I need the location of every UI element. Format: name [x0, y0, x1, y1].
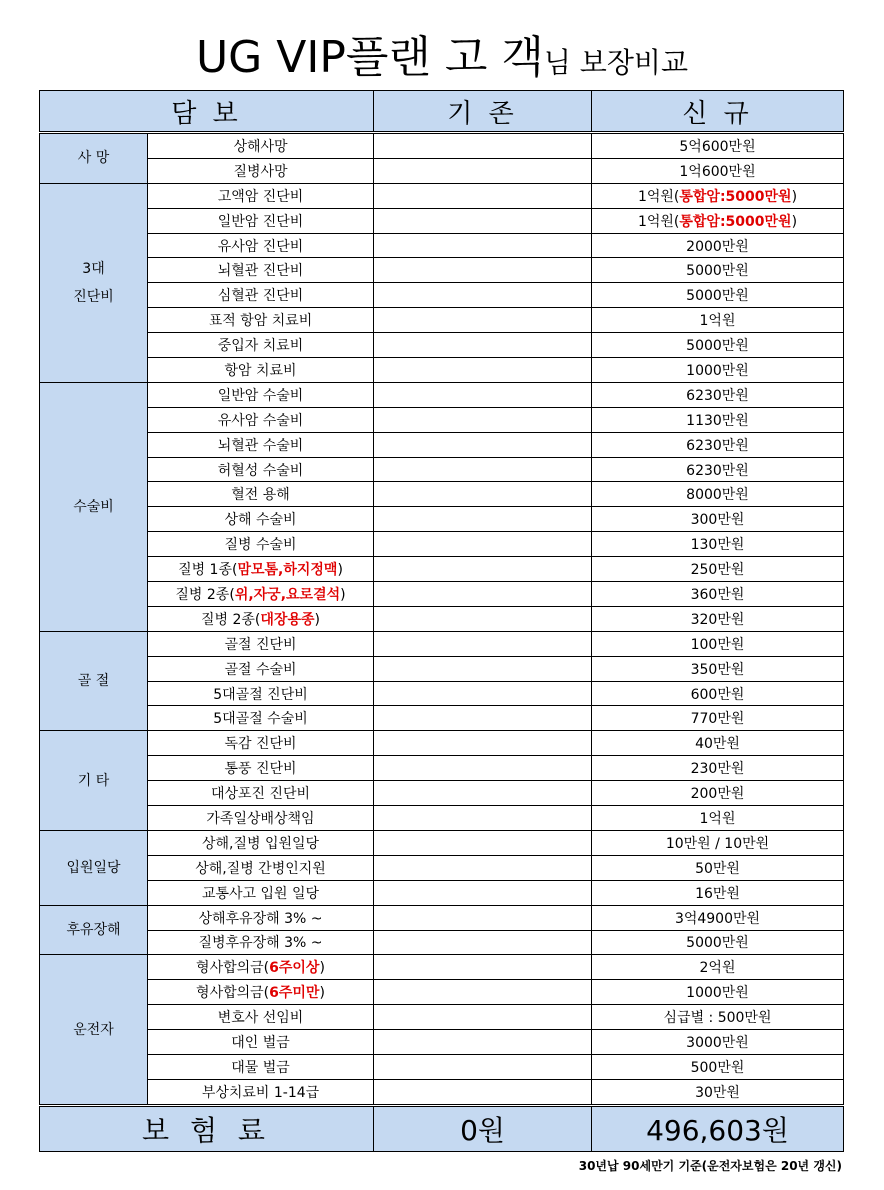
coverage-item-text: 교통사고 입원 일당	[201, 885, 320, 902]
total-existing: 0원	[374, 1105, 592, 1151]
coverage-item-text: 독감 진단비	[224, 736, 297, 753]
existing-value	[374, 333, 592, 358]
coverage-item	[148, 358, 374, 383]
coverage-item	[148, 432, 374, 457]
category-label: 3대	[82, 260, 105, 277]
existing-value	[374, 233, 592, 258]
existing-value	[374, 631, 592, 656]
coverage-item	[148, 133, 374, 159]
table-row	[40, 781, 844, 806]
existing-value	[374, 382, 592, 407]
table-row	[40, 532, 844, 557]
existing-value	[374, 507, 592, 532]
coverage-item-text: 일반암 진단비	[217, 213, 304, 230]
new-value-text: 130만원	[690, 537, 745, 554]
table-row	[40, 1079, 844, 1105]
existing-value	[374, 258, 592, 283]
table-row	[40, 133, 844, 159]
new-value	[592, 258, 844, 283]
table-row	[40, 382, 844, 407]
new-value-text: 40만원	[695, 736, 740, 753]
existing-value	[374, 183, 592, 208]
coverage-item	[148, 1005, 374, 1030]
coverage-item-text: 뇌혈관 진단비	[217, 263, 304, 280]
table-row	[40, 606, 844, 631]
coverage-item-text-end: )	[337, 562, 343, 579]
existing-value	[374, 457, 592, 482]
table-row	[40, 1005, 844, 1030]
coverage-item-text: 상해후유장해 3% ~	[198, 910, 323, 927]
new-value-text: 8000만원	[686, 487, 749, 504]
table-row	[40, 233, 844, 258]
new-value-text: 심급별 : 500만원	[663, 1010, 772, 1027]
coverage-item-text: 상해,질병 입원일당	[201, 835, 320, 852]
coverage-comparison-table	[39, 90, 844, 1152]
new-value-text: 2억원	[699, 960, 736, 977]
new-value-text: 2000만원	[686, 238, 749, 255]
existing-value	[374, 308, 592, 333]
coverage-item	[148, 955, 374, 980]
category-cell	[40, 183, 148, 382]
table-row	[40, 681, 844, 706]
coverage-item	[148, 830, 374, 855]
category-label: 골 절	[77, 673, 110, 690]
new-value	[592, 283, 844, 308]
coverage-item-text: 표적 항암 치료비	[208, 313, 313, 330]
category-label: 수술비	[73, 498, 114, 515]
new-value-text: 5000만원	[686, 288, 749, 305]
existing-value	[374, 407, 592, 432]
existing-value	[374, 1054, 592, 1079]
table-row	[40, 457, 844, 482]
existing-value	[374, 880, 592, 905]
new-value	[592, 806, 844, 831]
new-value-text: 5000만원	[686, 263, 749, 280]
category-cell	[40, 631, 148, 731]
coverage-item	[148, 905, 374, 930]
coverage-item	[148, 880, 374, 905]
new-value	[592, 582, 844, 607]
new-value	[592, 880, 844, 905]
new-value-text: 350만원	[690, 661, 745, 678]
coverage-item	[148, 606, 374, 631]
existing-value	[374, 432, 592, 457]
coverage-item-text: 질병 수술비	[224, 537, 297, 554]
new-value	[592, 656, 844, 681]
category-label: 진단비	[73, 288, 114, 305]
new-value-text: 250만원	[690, 562, 745, 579]
new-value-text: 600만원	[690, 686, 745, 703]
category-label: 사 망	[77, 150, 110, 167]
coverage-item-text: 허혈성 수술비	[217, 462, 304, 479]
existing-value	[374, 482, 592, 507]
coverage-item-text: 부상치료비 1-14급	[201, 1084, 320, 1101]
coverage-item-text: 질병 1종(	[178, 562, 238, 579]
coverage-item-text: 상해사망	[233, 138, 288, 155]
new-value	[592, 133, 844, 159]
coverage-item	[148, 656, 374, 681]
new-value	[592, 1054, 844, 1079]
coverage-item	[148, 855, 374, 880]
new-value-text: 770만원	[690, 711, 745, 728]
table-row	[40, 158, 844, 183]
existing-value	[374, 806, 592, 831]
coverage-item	[148, 980, 374, 1005]
coverage-item	[148, 333, 374, 358]
coverage-item-highlight: 위,자궁,요로결석	[234, 586, 341, 603]
header-category: 담 보	[40, 91, 374, 133]
existing-value	[374, 1030, 592, 1055]
table-row	[40, 308, 844, 333]
new-value	[592, 606, 844, 631]
table-row	[40, 656, 844, 681]
table-row	[40, 482, 844, 507]
table-row	[40, 557, 844, 582]
new-value-text: 30만원	[695, 1084, 740, 1101]
existing-value	[374, 557, 592, 582]
new-value-text: 1000만원	[686, 985, 749, 1002]
coverage-item-text: 5대골절 수술비	[213, 711, 308, 728]
header-existing: 기 존	[374, 91, 592, 133]
new-value	[592, 631, 844, 656]
footnote: 30년납 90세만기 기준(운전자보험은 20년 갱신)	[578, 1159, 842, 1173]
coverage-item-text: 고액암 진단비	[217, 188, 304, 205]
new-value-text: 200만원	[690, 786, 745, 803]
coverage-item	[148, 183, 374, 208]
new-value-text: 1억원(	[637, 188, 680, 205]
coverage-item-highlight: 6주이상	[269, 960, 320, 977]
new-value	[592, 432, 844, 457]
new-value-text: 1억원(	[637, 213, 680, 230]
table-row	[40, 432, 844, 457]
existing-value	[374, 980, 592, 1005]
new-value	[592, 208, 844, 233]
new-value	[592, 855, 844, 880]
new-value	[592, 333, 844, 358]
table-row	[40, 582, 844, 607]
table-row	[40, 980, 844, 1005]
table-row	[40, 731, 844, 756]
coverage-item-text: 대상포진 진단비	[210, 786, 311, 803]
new-value	[592, 905, 844, 930]
new-value	[592, 731, 844, 756]
table-row	[40, 706, 844, 731]
coverage-item-text: 형사합의금(	[196, 960, 270, 977]
coverage-item	[148, 756, 374, 781]
table-row	[40, 258, 844, 283]
coverage-item	[148, 557, 374, 582]
new-value-text: 230만원	[690, 761, 745, 778]
table-row	[40, 358, 844, 383]
table-row	[40, 183, 844, 208]
coverage-item-text-end: )	[319, 960, 325, 977]
coverage-item	[148, 233, 374, 258]
coverage-item	[148, 1079, 374, 1105]
coverage-item	[148, 532, 374, 557]
existing-value	[374, 830, 592, 855]
table-row	[40, 955, 844, 980]
coverage-item	[148, 631, 374, 656]
table-row	[40, 905, 844, 930]
new-value-text: 6230만원	[686, 387, 749, 404]
page-title	[0, 28, 884, 93]
table-row	[40, 1030, 844, 1055]
coverage-item-highlight: 맘모톰,하지정맥	[237, 562, 338, 579]
coverage-item	[148, 308, 374, 333]
new-value	[592, 781, 844, 806]
new-value-text: 5000만원	[686, 338, 749, 355]
new-value	[592, 457, 844, 482]
coverage-item	[148, 482, 374, 507]
new-value	[592, 756, 844, 781]
table-row	[40, 855, 844, 880]
existing-value	[374, 706, 592, 731]
new-value-text: 100만원	[690, 636, 745, 653]
coverage-item	[148, 582, 374, 607]
existing-value	[374, 532, 592, 557]
coverage-item-text: 5대골절 진단비	[213, 686, 308, 703]
new-value-text: 1130만원	[686, 412, 749, 429]
new-value	[592, 382, 844, 407]
existing-value	[374, 283, 592, 308]
existing-value	[374, 756, 592, 781]
coverage-item-text: 질병후유장해 3% ~	[198, 935, 323, 952]
coverage-item-highlight: 6주미만	[269, 985, 320, 1002]
new-value	[592, 980, 844, 1005]
new-value	[592, 955, 844, 980]
new-value-text: 5억600만원	[679, 138, 756, 155]
new-value	[592, 183, 844, 208]
existing-value	[374, 656, 592, 681]
table-row	[40, 507, 844, 532]
new-value	[592, 532, 844, 557]
coverage-item-text: 변호사 선임비	[217, 1010, 304, 1027]
coverage-item-text: 상해,질병 간병인지원	[195, 860, 326, 877]
existing-value	[374, 681, 592, 706]
new-value-text: 50만원	[695, 860, 740, 877]
new-value	[592, 308, 844, 333]
total-label: 보 험 료	[40, 1105, 374, 1151]
coverage-item-text-end: )	[340, 586, 346, 603]
category-label: 운전자	[73, 1021, 114, 1038]
coverage-item	[148, 781, 374, 806]
category-label: 후유장해	[66, 922, 121, 938]
new-value	[592, 507, 844, 532]
existing-value	[374, 358, 592, 383]
existing-value	[374, 930, 592, 955]
category-cell	[40, 731, 148, 831]
coverage-item	[148, 681, 374, 706]
coverage-item	[148, 731, 374, 756]
new-value-text: 1억원	[699, 313, 736, 330]
new-value-text: 6230만원	[686, 437, 749, 454]
new-value-text: 1000만원	[686, 362, 749, 379]
coverage-item	[148, 806, 374, 831]
new-value	[592, 1030, 844, 1055]
coverage-item-text: 대물 벌금	[231, 1059, 290, 1076]
new-value	[592, 158, 844, 183]
total-row	[40, 1105, 844, 1151]
coverage-item	[148, 706, 374, 731]
coverage-item-text: 질병 2종(	[175, 586, 235, 603]
coverage-item	[148, 208, 374, 233]
coverage-item	[148, 1030, 374, 1055]
title-prefix: UG VIP플랜 고 객	[195, 32, 544, 83]
table-row	[40, 283, 844, 308]
coverage-item-text: 형사합의금(	[196, 985, 270, 1002]
existing-value	[374, 208, 592, 233]
new-value-text: 360만원	[690, 586, 745, 603]
coverage-item-text: 일반암 수술비	[217, 387, 304, 404]
new-value	[592, 706, 844, 731]
coverage-item	[148, 407, 374, 432]
existing-value	[374, 133, 592, 159]
coverage-item-text: 대인 벌금	[231, 1035, 290, 1051]
coverage-item-text: 유사암 수술비	[217, 412, 304, 429]
new-value-text: 6230만원	[686, 462, 749, 479]
coverage-item-text-end: )	[314, 611, 320, 628]
coverage-item-text-end: )	[319, 985, 325, 1002]
coverage-item	[148, 930, 374, 955]
existing-value	[374, 606, 592, 631]
coverage-item-text: 통풍 진단비	[224, 761, 297, 778]
coverage-item-text: 뇌혈관 수술비	[217, 437, 304, 454]
existing-value	[374, 1005, 592, 1030]
category-label: 기 타	[77, 772, 110, 789]
coverage-item	[148, 258, 374, 283]
new-value	[592, 482, 844, 507]
coverage-item	[148, 457, 374, 482]
existing-value	[374, 1079, 592, 1105]
coverage-item-text: 심혈관 진단비	[217, 288, 304, 305]
table-row	[40, 407, 844, 432]
coverage-item-text: 유사암 진단비	[217, 238, 304, 255]
coverage-item-highlight: 대장용종	[260, 611, 315, 628]
coverage-item-text: 가족일상배상책임	[206, 810, 315, 827]
new-value-highlight: 통합암:5000만원	[679, 213, 792, 230]
coverage-item	[148, 158, 374, 183]
new-value-highlight: 통합암:5000만원	[679, 188, 792, 205]
coverage-item-text: 골절 수술비	[224, 661, 297, 678]
existing-value	[374, 582, 592, 607]
new-value-text: 3억4900만원	[674, 910, 761, 927]
coverage-item-text: 질병 2종(	[201, 611, 261, 628]
new-value-text: 1억원	[699, 810, 736, 827]
table-row	[40, 756, 844, 781]
category-label: 입원일당	[66, 859, 121, 876]
title-suffix: 님 보장비교	[543, 46, 689, 79]
table-row	[40, 208, 844, 233]
new-value-text: 300만원	[690, 512, 745, 529]
coverage-item	[148, 507, 374, 532]
coverage-item	[148, 283, 374, 308]
new-value-text: 16만원	[695, 885, 740, 902]
new-value	[592, 1079, 844, 1105]
table-row	[40, 1054, 844, 1079]
new-value	[592, 1005, 844, 1030]
existing-value	[374, 781, 592, 806]
existing-value	[374, 905, 592, 930]
new-value-text: 500만원	[690, 1059, 745, 1076]
new-value	[592, 358, 844, 383]
category-cell	[40, 133, 148, 184]
header-row	[40, 91, 844, 133]
category-cell	[40, 382, 148, 631]
existing-value	[374, 158, 592, 183]
coverage-item-text: 중입자 치료비	[217, 338, 304, 355]
coverage-item	[148, 1054, 374, 1079]
category-cell	[40, 955, 148, 1105]
new-value-text-end: )	[791, 213, 798, 230]
coverage-item	[148, 382, 374, 407]
table-row	[40, 631, 844, 656]
new-value-text: 1억600만원	[679, 163, 756, 180]
new-value	[592, 681, 844, 706]
table-row	[40, 880, 844, 905]
new-value-text: 3000만원	[686, 1035, 749, 1051]
coverage-item-text: 혈전 용해	[231, 487, 290, 504]
new-value	[592, 830, 844, 855]
existing-value	[374, 855, 592, 880]
new-value	[592, 557, 844, 582]
new-value-text: 5000만원	[686, 935, 749, 952]
coverage-item-text: 상해 수술비	[224, 512, 297, 529]
category-cell	[40, 830, 148, 905]
new-value-text: 10만원 / 10만원	[665, 835, 770, 852]
new-value	[592, 407, 844, 432]
new-value	[592, 930, 844, 955]
coverage-item-text: 질병사망	[233, 163, 288, 180]
category-cell	[40, 905, 148, 955]
coverage-item-text: 항암 치료비	[224, 362, 297, 379]
new-value-text-end: )	[791, 188, 798, 205]
total-new: 496,603원	[592, 1105, 844, 1151]
existing-value	[374, 955, 592, 980]
table-row	[40, 333, 844, 358]
table-row	[40, 930, 844, 955]
table-row	[40, 806, 844, 831]
coverage-item-text: 골절 진단비	[224, 636, 297, 653]
new-value	[592, 233, 844, 258]
header-new: 신 규	[592, 91, 844, 133]
table-row	[40, 830, 844, 855]
new-value-text: 320만원	[690, 611, 745, 628]
existing-value	[374, 731, 592, 756]
